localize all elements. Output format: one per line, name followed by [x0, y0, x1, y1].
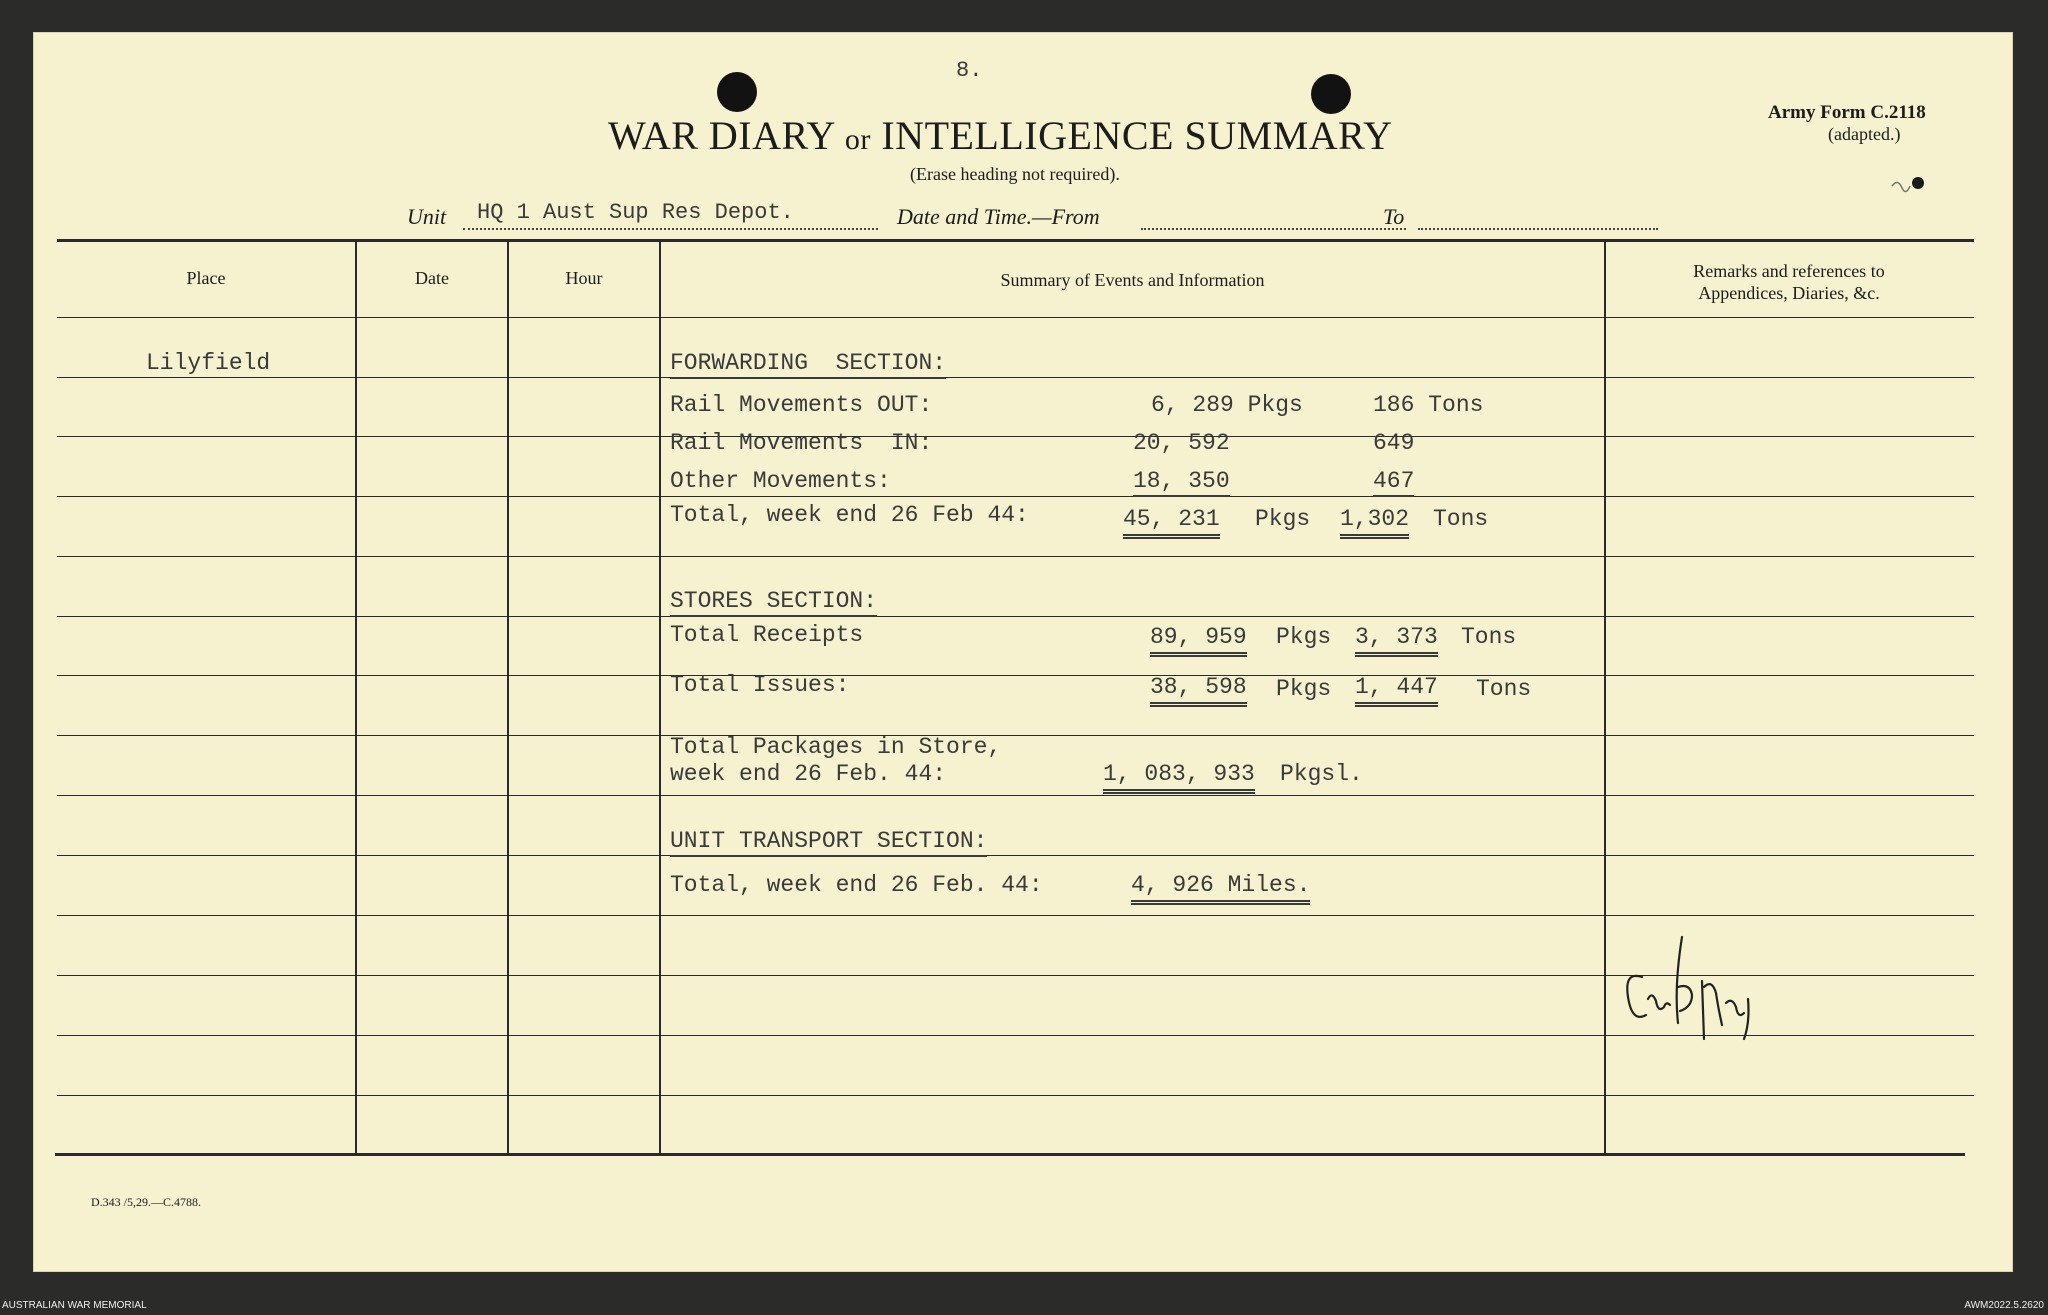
other-pkgs: 18, 350 [1133, 468, 1230, 497]
remarks-line-2: Appendices, Diaries, &c. [1698, 283, 1880, 303]
rail-out-pkgs: 6, 289 Pkgs [1151, 392, 1303, 418]
punch-hole-right [1311, 74, 1351, 114]
title-or: or [844, 123, 871, 156]
transport-total-value: 4, 926 Miles. [1131, 872, 1310, 905]
unit-value: HQ 1 Aust Sup Res Depot. [477, 200, 794, 225]
rail-in-label: Rail Movements IN: [670, 430, 933, 456]
footer-code: D.343 /5,29.—C.4788. [91, 1195, 202, 1209]
row-rule [57, 496, 1974, 497]
row-rule [57, 675, 1974, 676]
receipts-label: Total Receipts [670, 622, 864, 648]
forwarding-heading: FORWARDING SECTION: [670, 350, 946, 379]
title-right: INTELLIGENCE SUMMARY [881, 113, 1393, 158]
row-rule [57, 616, 1974, 617]
transport-total-label: Total, week end 26 Feb. 44: [670, 872, 1043, 898]
instore-label-2: week end 26 Feb. 44: [670, 761, 947, 787]
to-label: To [1383, 204, 1405, 229]
row-rule [57, 795, 1974, 796]
col-head-summary: Summary of Events and Information [1000, 270, 1265, 290]
col-head-date: Date [415, 268, 449, 288]
transport-heading: UNIT TRANSPORT SECTION: [670, 828, 987, 857]
army-form-adapted: (adapted.) [1828, 124, 1901, 144]
signature [1618, 927, 1768, 1057]
caption-right: AWM2022.5.2620 [1964, 1300, 2044, 1311]
row-rule [57, 317, 1974, 318]
issues-label: Total Issues: [670, 672, 850, 698]
other-label: Other Movements: [670, 468, 891, 494]
place-entry: Lilyfield [146, 350, 271, 376]
receipts-pkgs: 89, 959 [1150, 624, 1247, 657]
row-rule [57, 377, 1974, 378]
diary-sheet [33, 32, 2013, 1272]
table-top-rule [57, 239, 1974, 242]
from-dotted-line [1141, 228, 1406, 230]
table-bottom-rule [55, 1153, 1965, 1156]
row-rule [57, 556, 1974, 557]
stores-heading: STORES SECTION: [670, 588, 877, 617]
instore-label-1: Total Packages in Store, [670, 734, 1002, 760]
punch-hole-left [717, 72, 757, 112]
unit-dotted-line [463, 228, 878, 230]
row-rule [57, 436, 1974, 437]
receipts-tons-unit: Tons [1461, 624, 1517, 650]
rail-in-pkgs: 20, 592 [1133, 430, 1230, 456]
unit-label: Unit [407, 204, 447, 229]
forwarding-total-tons: 1,302 [1340, 506, 1409, 539]
col-head-hour: Hour [565, 268, 603, 288]
to-dotted-line [1418, 228, 1658, 230]
forwarding-total-tons-unit: Tons [1433, 506, 1489, 532]
page-title [608, 112, 1392, 159]
rail-in-tons: 649 [1373, 430, 1415, 456]
other-tons: 467 [1373, 468, 1414, 497]
issues-pkgs-unit: Pkgs [1276, 676, 1332, 702]
col-head-remarks [1606, 260, 1972, 304]
army-form-number: Army Form C.2118 [1768, 102, 1926, 123]
row-rule [57, 735, 1974, 736]
row-rule [57, 855, 1974, 856]
caption-left: AUSTRALIAN WAR MEMORIAL [2, 1300, 147, 1311]
forwarding-total-pkgs-unit: Pkgs [1255, 506, 1311, 532]
issues-tons-unit: Tons [1476, 676, 1532, 702]
page-number: 8. [956, 58, 983, 83]
rail-out-label: Rail Movements OUT: [670, 392, 933, 418]
remarks-line-1: Remarks and references to [1693, 261, 1885, 281]
receipts-tons: 3, 373 [1355, 624, 1438, 657]
date-time-label: Date and Time.—From [897, 204, 1100, 229]
forwarding-total-pkgs: 45, 231 [1123, 506, 1220, 539]
issues-pkgs: 38, 598 [1150, 674, 1247, 707]
title-left: WAR DIARY [608, 113, 835, 158]
erase-note: (Erase heading not required). [910, 164, 1120, 184]
unit-row [407, 204, 446, 230]
rail-out-tons: 186 Tons [1373, 392, 1484, 418]
ink-mark [1888, 172, 1928, 202]
col-head-place: Place [186, 268, 226, 288]
row-rule [57, 1095, 1974, 1096]
receipts-pkgs-unit: Pkgs [1276, 624, 1332, 650]
forwarding-total-label: Total, week end 26 Feb 44: [670, 502, 1029, 528]
instore-unit: Pkgsl. [1280, 761, 1363, 787]
issues-tons: 1, 447 [1355, 674, 1438, 707]
row-rule [57, 915, 1974, 916]
instore-value: 1, 083, 933 [1103, 761, 1255, 794]
